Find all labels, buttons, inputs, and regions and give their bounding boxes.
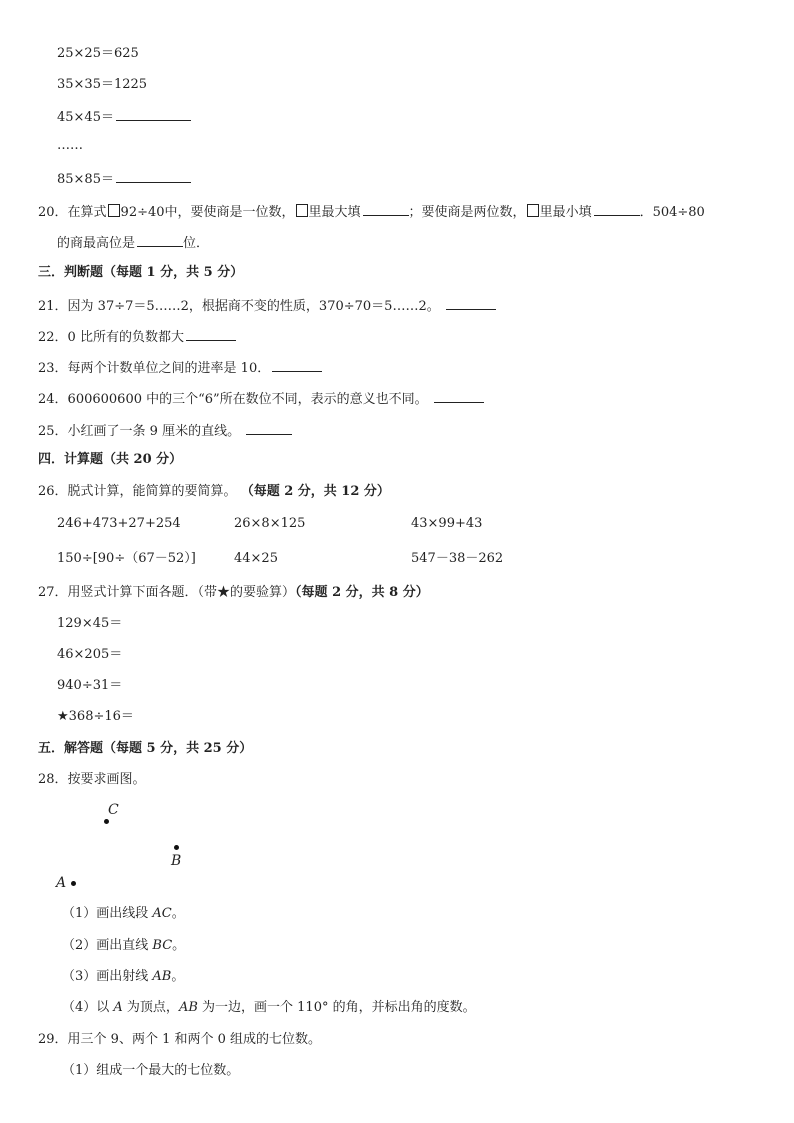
q22	[38, 328, 236, 346]
q20-text-b: 92÷40中，要使商是一位数，	[120, 205, 295, 220]
answer-blank[interactable]	[246, 422, 292, 435]
q19-line5	[57, 170, 191, 188]
q20-line2	[57, 234, 209, 252]
q29-title: 29．用三个 9、两个 1 和两个 0 组成的七位数。	[38, 1032, 322, 1047]
q19-line3-text: 45×45＝	[57, 110, 114, 125]
answer-blank[interactable]	[137, 234, 183, 247]
q23	[38, 359, 322, 377]
q25	[38, 422, 292, 440]
section-3-heading: 三．判断题（每题 1 分，共 5 分）	[38, 265, 244, 280]
q23-text: 23．每两个计数单位之间的进率是 10．	[38, 361, 271, 376]
q27-title-text: 27．用竖式计算下面各题．（带★的要验算）	[38, 585, 296, 600]
section-4-heading: 四．计算题（共 20 分）	[38, 452, 183, 467]
q28-sub-1-b: AC	[152, 906, 172, 921]
answer-blank[interactable]	[363, 203, 409, 216]
q26-expr-5: 44×25	[234, 551, 278, 566]
q28-sub-3-b: AB	[152, 969, 172, 984]
q27-expr-2: 46×205＝	[57, 647, 123, 662]
q27-expr-1: 129×45＝	[57, 616, 123, 631]
q20-text-f: ．504÷80	[639, 205, 705, 220]
q28-sub-2	[62, 938, 185, 954]
q28-sub-3-a: （3）画出射线	[62, 969, 153, 984]
q28-sub-2-a: （2）画出直线	[62, 938, 153, 953]
point-c-dot	[104, 819, 109, 824]
q28-sub-2-c: 。	[172, 938, 186, 953]
q26-expr-2: 26×8×125	[234, 516, 306, 531]
box-placeholder	[108, 204, 120, 217]
q27-expr-3: 940÷31＝	[57, 678, 123, 693]
q26-title-text: 26．脱式计算，能简算的要简算。	[38, 484, 237, 499]
q28-sub-3-c: 。	[171, 969, 185, 984]
q26-expr-1: 246+473+27+254	[57, 516, 181, 531]
q20-text-h: 位．	[183, 236, 210, 251]
q21	[38, 297, 496, 315]
q27-title	[38, 585, 429, 601]
q19-line4: ……	[57, 138, 83, 153]
box-placeholder	[296, 204, 308, 217]
q26-expr-3: 43×99+43	[411, 516, 483, 531]
point-b-label: B	[171, 853, 182, 869]
q28-sub-3	[62, 969, 184, 985]
q28-title: 28．按要求画图。	[38, 772, 146, 787]
q24-text: 24．600600600 中的三个“6”所在数位不同，表示的意义也不同。	[38, 392, 428, 407]
q28-sub-2-b: BC	[152, 938, 173, 953]
q29-sub-1: （1）组成一个最大的七位数。	[62, 1063, 240, 1078]
q28-sub-4	[62, 1000, 476, 1016]
point-a-dot	[71, 881, 76, 886]
q20-text-c: 里最大填	[308, 205, 361, 220]
answer-blank[interactable]	[116, 170, 191, 183]
q20-text-e: 里最小填	[539, 205, 592, 220]
q21-text: 21．因为 37÷7＝5……2，根据商不变的性质，370÷70＝5……2。	[38, 299, 440, 314]
q22-text: 22．0 比所有的负数都大	[38, 330, 184, 345]
q19-line3	[57, 108, 191, 126]
answer-blank[interactable]	[446, 297, 496, 310]
q27-expr-4: ★368÷16＝	[57, 709, 134, 724]
q28-sub-4-c: 为顶点，	[122, 1000, 179, 1015]
q20-text-a: 20．在算式	[38, 205, 107, 220]
point-a-label: A	[56, 875, 67, 891]
q20-text-g: 的商最高位是	[57, 236, 136, 251]
answer-blank[interactable]	[434, 390, 484, 403]
q26-title	[38, 484, 390, 500]
q26-score: （每题 2 分，共 12 分）	[240, 484, 390, 499]
q25-text: 25．小红画了一条 9 厘米的直线。	[38, 424, 241, 439]
q28-sub-1-c: 。	[171, 906, 185, 921]
answer-blank[interactable]	[186, 328, 236, 341]
q28-sub-4-e: 为一边，画一个 110° 的角，并标出角的度数。	[197, 1000, 476, 1015]
box-placeholder	[527, 204, 539, 217]
q20-text-d: ；要使商是两位数，	[408, 205, 526, 220]
answer-blank[interactable]	[272, 359, 322, 372]
q24	[38, 390, 484, 408]
q28-sub-4-b: A	[113, 1000, 123, 1015]
point-c-label: C	[108, 802, 119, 818]
q28-sub-1-a: （1）画出线段	[62, 906, 153, 921]
q26-expr-6: 547－38－262	[411, 551, 504, 566]
q28-sub-4-a: （4）以	[62, 1000, 114, 1015]
q20-line1	[38, 203, 705, 221]
q19-line5-text: 85×85＝	[57, 172, 114, 187]
q28-sub-1	[62, 906, 185, 922]
q27-score: （每题 2 分，共 8 分）	[295, 585, 429, 600]
answer-blank[interactable]	[116, 108, 191, 121]
section-5-heading: 五．解答题（每题 5 分，共 25 分）	[38, 741, 253, 756]
point-b-dot	[174, 845, 179, 850]
q26-expr-4: 150÷[90÷（67－52）]	[57, 551, 196, 566]
q19-line2: 35×35＝1225	[57, 77, 148, 92]
q19-line1: 25×25＝625	[57, 46, 139, 61]
q28-sub-4-d: AB	[178, 1000, 198, 1015]
answer-blank[interactable]	[594, 203, 640, 216]
